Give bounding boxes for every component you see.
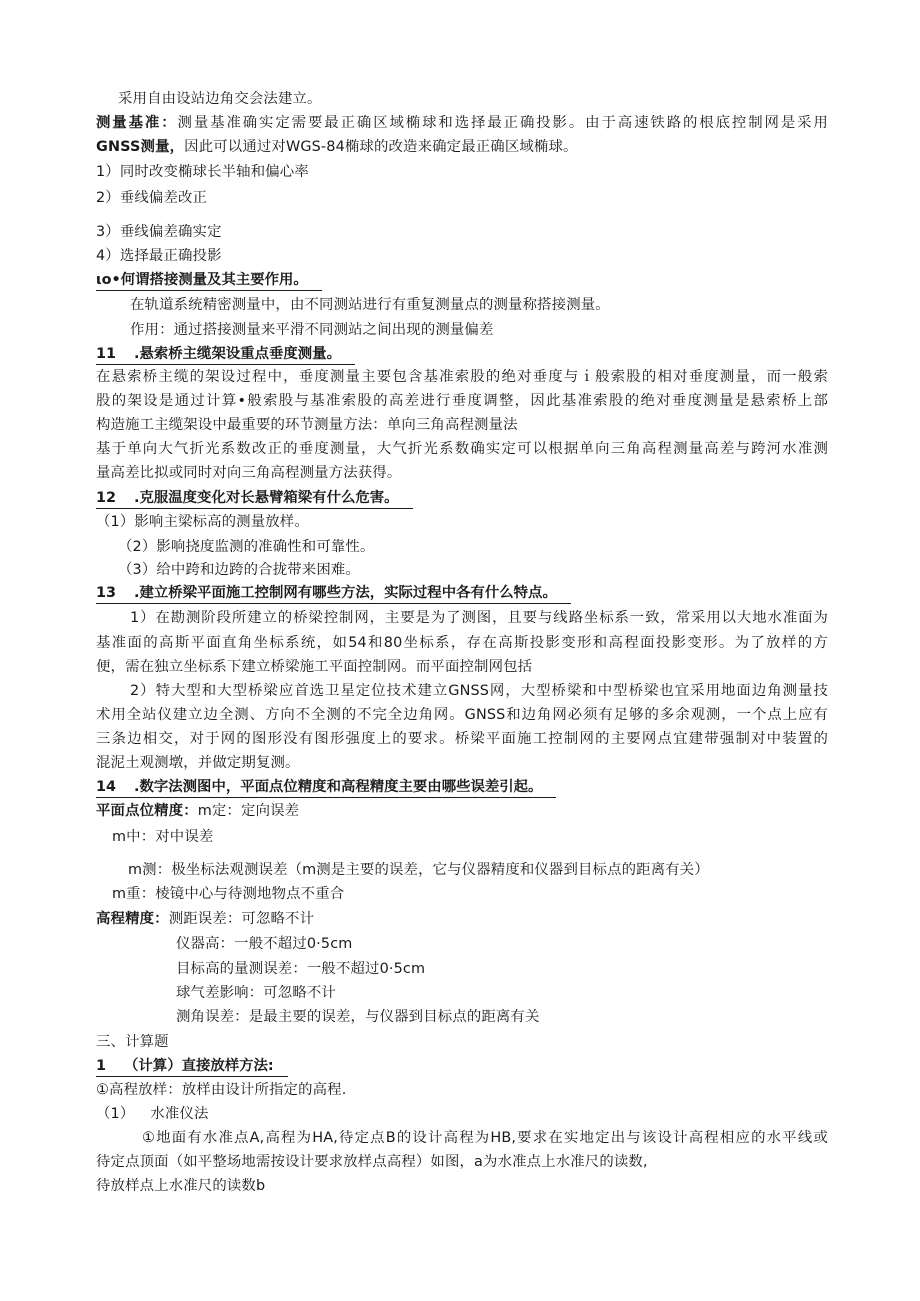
section-number: 1 [96, 1058, 107, 1074]
error-item: 测角误差：是最主要的误差，与仪器到目标点的距离有关 [176, 1009, 540, 1025]
paragraph-line: 混泥土观测墩，并做定期复测。 [96, 755, 300, 771]
paragraph-line: 基准面的高斯平面直角坐标系统，如54和80坐标系，存在高斯投影变形和高程面投影变形。为了放样的方 [96, 635, 828, 651]
list-item: 3）垂线偏差确实定 [96, 224, 222, 240]
section-heading [96, 486, 413, 510]
error-item: m重：棱镜中心与待测地物点不重合 [112, 886, 345, 902]
datum-label: 测量基准： [96, 115, 178, 131]
error-item: 测距误差：可忽略不计 [168, 911, 315, 927]
subsection-title: 水准仪法 [150, 1106, 209, 1122]
section-title: .悬索桥主缆架设重点垂度测量。 [134, 346, 341, 362]
section-number: 12 [96, 490, 117, 506]
section-heading [96, 268, 322, 292]
section-title: .建立桥梁平面施工控制网有哪些方法，实际过程中各有什么特点。 [134, 585, 557, 601]
paragraph-line: 构造施工主缆架设中最重要的环节测量方法：单向三角高程测量法 [96, 417, 518, 433]
error-item: 目标高的量测误差：一般不超过0·5cm [176, 961, 426, 977]
paragraph-line: 1）在勘测阶段所建立的桥梁控制网，主要是为了测图，且要与线路坐标系一致，常采用以大地水准面为 [130, 610, 828, 626]
section-title: .克服温度变化对长悬臂箱梁有什么危害。 [134, 490, 399, 506]
paragraph-line: 待定点顶面（如平整场地需按设计要求放样点高程）如图，a为水准点上水准尺的读数, [96, 1154, 648, 1170]
paragraph-line: 便，需在独立坐标系下建立桥梁施工平面控制网。而平面控制网包括 [96, 659, 533, 675]
paragraph-line: 2）特大型和大型桥梁应首选卫星定位技术建立GNSS网，大型桥梁和中型桥梁也宜采用地面边角测量技 [130, 683, 828, 699]
paragraph-line: 三条边相交，对于网的图形没有图形强度上的要求。桥梁平面施工控制网的主要网点宜建带强制对中装置的 [96, 731, 828, 747]
section-heading [96, 775, 556, 799]
paragraph-line: 基于单向大气折光系数改正的垂度测量，大气折光系数确实定可以根据单向三角高程测量高差与跨河水准测 [96, 441, 828, 457]
section-title: .数字法测图中，平面点位精度和高程精度主要由哪些误差引起。 [134, 779, 543, 795]
gnss-label: GNSS测量， [96, 139, 185, 155]
section-heading [96, 342, 355, 366]
plane-accuracy-line [96, 799, 299, 823]
height-accuracy-label: 高程精度： [96, 911, 169, 927]
error-item: 仪器高：一般不超过0·5cm [176, 936, 353, 952]
error-item: m中：对中误差 [112, 829, 214, 845]
paragraph-line: 股的架设是通过计算•般索股与基准索股的高差进行垂度调整，因此基准索股的绝对垂度测量是悬索桥上部 [96, 393, 828, 409]
list-item: 2）垂线偏差改正 [96, 190, 208, 206]
paragraph-line: ①地面有水准点A,高程为HA,待定点B的设计高程为HB,要求在实地定出与该设计高程相应的水平线或 [142, 1130, 828, 1146]
intro-line: 采用自由设站边角交会法建立。 [118, 91, 322, 107]
section-number: 13 [96, 585, 117, 601]
error-item: 球气差影响：可忽略不计 [176, 985, 336, 1001]
paragraph-line: 待放样点上水准尺的读数b [96, 1178, 266, 1194]
section-heading [96, 581, 571, 605]
error-item: m定：定向误差 [197, 803, 300, 819]
paragraph: ①高程放样：放样由设计所指定的高程. [96, 1082, 347, 1098]
list-item: （3）给中跨和边跨的合拢带来困难。 [118, 562, 360, 578]
height-accuracy-line [96, 907, 314, 931]
paragraph-line: 术用全站仪建立边全测、方向不全测的不完全边角网。GNSS和边角网必须有足够的多余观测，一个点上应有 [96, 707, 828, 723]
section-number: ιo• [96, 272, 121, 288]
section-title: 何谓搭接测量及其主要作用。 [120, 272, 308, 288]
datum-line [96, 111, 828, 135]
subsection-number: （1） [96, 1106, 135, 1122]
datum-line-2 [96, 135, 578, 159]
section-heading [96, 1054, 288, 1078]
paragraph: 作用：通过搭接测量来平滑不同测站之间出现的测量偏差 [130, 322, 494, 338]
list-item: 4）选择最正确投影 [96, 248, 222, 264]
paragraph: 在轨道系统精密测量中，由不同测站进行有重复测量点的测量称搭接测量。 [130, 297, 610, 313]
list-item: （2）影响挠度监测的准确性和可靠性。 [118, 539, 375, 555]
section-number: 14 [96, 779, 117, 795]
datum-text-2: 因此可以通过对WGS-84椭球的改造来确定最正确区域椭球。 [184, 139, 578, 155]
list-item: 1）同时改变椭球长半轴和偏心率 [96, 164, 309, 180]
paragraph-line: 在悬索桥主缆的架设过程中，垂度测量主要包含基准索股的绝对垂度与ｉ般索股的相对垂度测量，而一般索 [96, 369, 828, 385]
section-title: （计算）直接放样方法: [124, 1058, 274, 1074]
chapter-heading: 三、计算题 [96, 1034, 169, 1050]
section-number: 11 [96, 346, 117, 362]
paragraph-line: 量高差比拟或同时对向三角高程测量方法获得。 [96, 465, 402, 481]
error-item: m测：极坐标法观测误差（m测是主要的误差，它与仪器精度和仪器到目标点的距离有关） [128, 862, 709, 878]
datum-text: 测量基准确实定需要最正确区域椭球和选择最正确投影。由于高速铁路的根底控制网是采用 [177, 115, 828, 131]
plane-accuracy-label: 平面点位精度： [96, 803, 198, 819]
list-item: （1）影响主梁标高的测量放样。 [96, 514, 309, 530]
subsection-heading [96, 1102, 209, 1126]
